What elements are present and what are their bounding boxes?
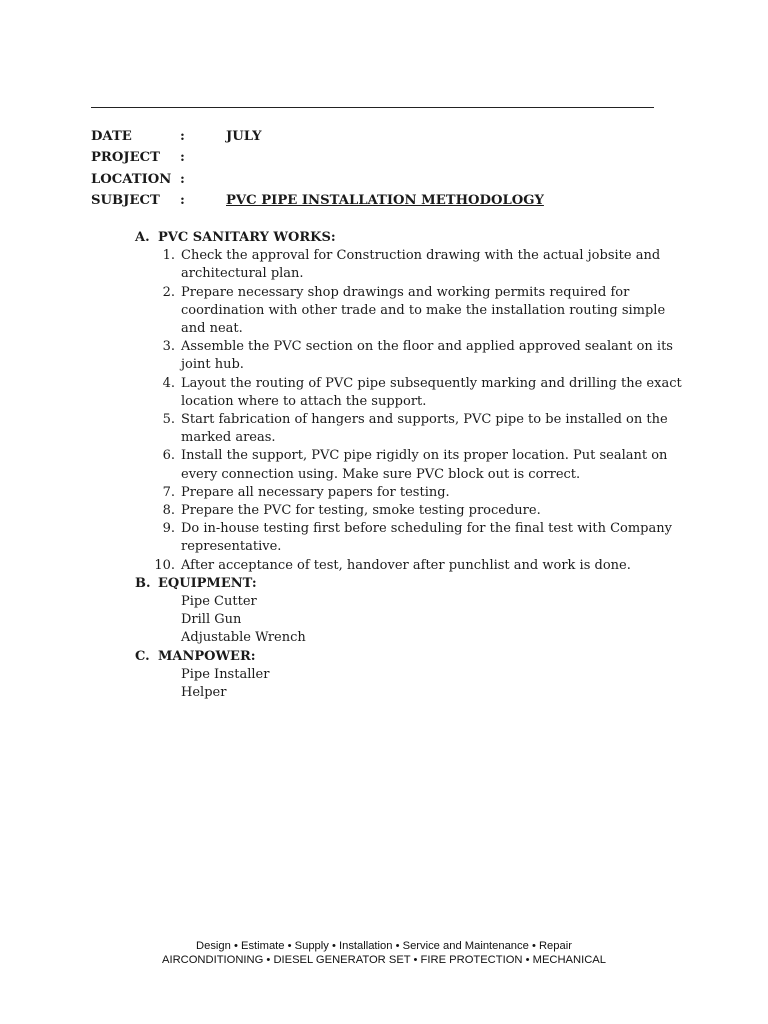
item-line: Check the approval for Construction drawing with the actual jobsite and [181,248,661,264]
item-line: coordination with other trade and to make the installation routing simple [181,302,666,318]
item-number: 10. [154,557,175,573]
item-number: 9. [162,521,175,537]
item-line: marked areas. [181,430,276,446]
list-item [91,484,671,502]
item-line: representative. [181,539,282,555]
list-item [91,375,682,411]
list-item [91,338,671,374]
section-title: PVC SANITARY WORKS: [158,230,336,245]
item-line: Start fabrication of hangers and supports, PVC pipe to be installed on the [181,412,668,428]
item-line: Layout the routing of PVC pipe subsequently marking and drilling the exact [181,375,682,391]
section-letter: C. [135,648,150,664]
item-line: architectural plan. [181,266,304,282]
item-number: 1. [162,248,175,264]
date-value: JULY [226,129,262,144]
location-label: LOCATION [91,171,172,187]
page-footer [0,940,768,967]
list-item [91,284,671,339]
item-number: 8. [162,503,175,519]
manpower-item: Helper [181,685,227,701]
project-label: PROJECT [91,150,160,166]
subject-value: PVC PIPE INSTALLATION METHODOLOGY [226,192,544,208]
document-body [91,229,682,702]
item-line: every connection using. Make sure PVC block out is correct. [181,466,581,482]
item-line: Install the support, PVC pipe rigidly on its proper location. Put sealant on [181,448,668,464]
item-line: Do in-house testing first before scheduling for the final test with Company [181,521,672,537]
item-line: Prepare the PVC for testing, smoke testing procedure. [181,503,541,519]
list-item [91,557,671,575]
list-item [91,411,671,447]
section-title: MANPOWER: [158,648,256,664]
footer-services-line: Design • Estimate • Supply • Installation • Service and Maintenance • Repair [196,940,572,952]
item-line: location where to attach the support. [181,393,427,409]
item-number: 3. [162,339,175,355]
list-item [91,502,671,520]
section-c-heading [91,648,671,666]
item-number: 2. [162,284,175,300]
item-line: Assemble the PVC section on the floor and applied approved sealant on its [181,339,673,355]
footer-categories-line: AIRCONDITIONING • DIESEL GENERATOR SET • FIRE PROTECTION • MECHANICAL [162,953,606,966]
section-a-heading [91,229,671,247]
section-letter: A. [135,230,150,245]
list-item [91,520,671,556]
project-colon: : [180,150,185,166]
subject-colon: : [180,192,185,208]
header-rule [91,107,654,108]
equipment-item: Pipe Cutter [181,594,257,610]
section-letter: B. [135,575,151,591]
item-number: 7. [162,484,175,500]
list-item [91,247,671,283]
date-colon: : [180,129,185,144]
item-line: joint hub. [181,357,244,373]
item-line: Prepare necessary shop drawings and working permits required for [181,284,630,300]
equipment-item: Adjustable Wrench [181,630,306,646]
item-line: After acceptance of test, handover after punchlist and work is done. [181,557,631,573]
list-item [91,447,671,483]
date-label: DATE [91,129,132,144]
section-b-heading [91,575,671,593]
item-number: 4. [162,375,175,391]
item-line: Prepare all necessary papers for testing. [181,484,450,500]
manpower-item: Pipe Installer [181,666,270,682]
equipment-item: Drill Gun [181,612,242,628]
location-colon: : [180,171,185,187]
item-number: 6. [162,448,175,464]
subject-label: SUBJECT [91,192,160,208]
item-number: 5. [162,412,175,428]
section-title: EQUIPMENT: [158,575,257,591]
item-line: and neat. [181,321,243,336]
